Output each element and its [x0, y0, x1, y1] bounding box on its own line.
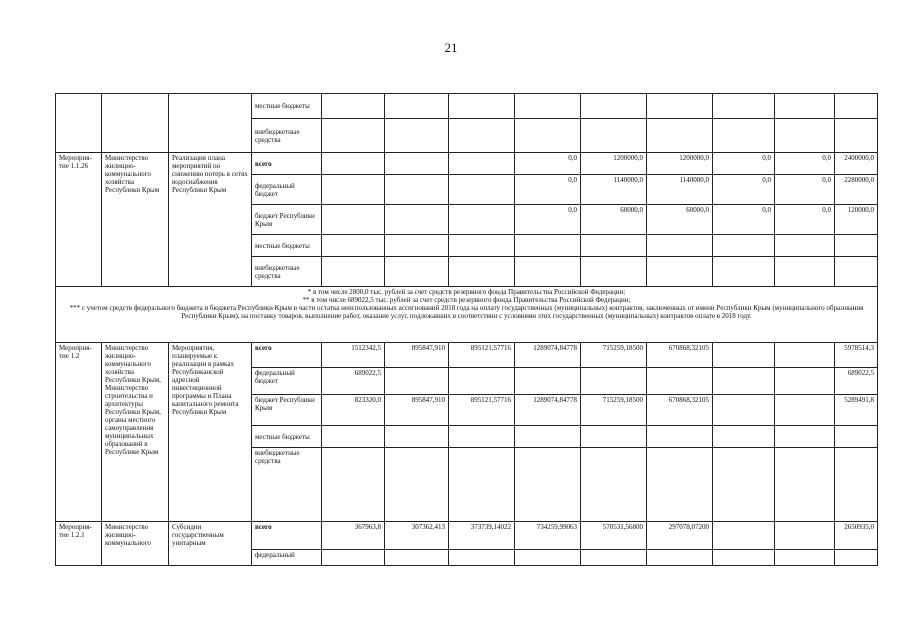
empty-cell: [385, 448, 449, 522]
value-cell: 715259,18500: [581, 395, 647, 426]
source-label: федеральный бюджет: [252, 175, 322, 205]
value-cell: 0,0: [713, 153, 775, 175]
empty-cell: [322, 550, 385, 566]
empty-cell: [713, 235, 775, 257]
value-cell: 0,0: [515, 153, 581, 175]
value-cell: 2280000,0: [835, 175, 878, 205]
source-label: местные бюджеты: [252, 94, 322, 119]
empty-cell: [713, 448, 775, 522]
value-cell: 0,0: [775, 205, 835, 235]
empty-cell: [449, 94, 515, 119]
value-cell: 1140000,0: [581, 175, 647, 205]
empty-cell: [581, 426, 647, 448]
value-cell: [713, 522, 775, 550]
value-cell: [322, 205, 385, 235]
empty-cell: [647, 426, 713, 448]
value-cell: [385, 175, 449, 205]
source-label: всего: [252, 343, 322, 368]
value-cell: [449, 175, 515, 205]
measure-name: Реализация плана мероприятий по снижению потерь в сетях водоснабжения Республики Крым: [169, 153, 252, 287]
table-row: [56, 153, 878, 175]
value-cell: [385, 368, 449, 395]
empty-cell: [581, 119, 647, 153]
empty-cell: [449, 448, 515, 522]
empty-cell: [56, 94, 102, 153]
measure-name: Субсидии государственным унитарным: [169, 522, 252, 566]
value-cell: 5289491,8: [835, 395, 878, 426]
empty-cell: [713, 257, 775, 287]
source-label: бюджет Республики Крым: [252, 395, 322, 426]
empty-cell: [581, 235, 647, 257]
empty-cell: [515, 119, 581, 153]
empty-cell: [322, 426, 385, 448]
value-cell: 734259,99063: [515, 522, 581, 550]
source-label: федеральный бюджет: [252, 368, 322, 395]
empty-cell: [322, 257, 385, 287]
value-cell: 1200000,0: [647, 153, 713, 175]
measure-code: Мероприя-тие 1.2.1: [56, 522, 102, 566]
source-label: всего: [252, 153, 322, 175]
empty-cell: [449, 235, 515, 257]
empty-cell: [775, 257, 835, 287]
executor: Министерство жилищно-коммунального: [102, 522, 169, 566]
value-cell: 570531,56800: [581, 522, 647, 550]
value-cell: 307362,413: [385, 522, 449, 550]
empty-cell: [385, 550, 449, 566]
empty-cell: [385, 426, 449, 448]
value-cell: 367963,8: [322, 522, 385, 550]
value-cell: [775, 343, 835, 368]
value-cell: [322, 175, 385, 205]
value-cell: [775, 368, 835, 395]
empty-cell: [647, 257, 713, 287]
value-cell: 670868,32105: [647, 343, 713, 368]
empty-cell: [322, 94, 385, 119]
empty-cell: [775, 426, 835, 448]
source-label: всего: [252, 522, 322, 550]
value-cell: 2400000,0: [835, 153, 878, 175]
value-cell: 5978514,3: [835, 343, 878, 368]
measure-code: Мероприя-тие 1.1.26: [56, 153, 102, 287]
empty-cell: [713, 550, 775, 566]
empty-cell: [385, 257, 449, 287]
source-label: местные бюджеты: [252, 426, 322, 448]
table-row: [56, 287, 878, 343]
empty-cell: [515, 257, 581, 287]
value-cell: 1289074,84778: [515, 343, 581, 368]
value-cell: 689022,5: [322, 368, 385, 395]
value-cell: [713, 368, 775, 395]
empty-cell: [835, 235, 878, 257]
empty-cell: [102, 94, 169, 153]
empty-cell: [835, 257, 878, 287]
value-cell: [449, 153, 515, 175]
value-cell: 1140000,0: [647, 175, 713, 205]
value-cell: [581, 368, 647, 395]
value-cell: [385, 153, 449, 175]
empty-cell: [581, 550, 647, 566]
empty-cell: [322, 448, 385, 522]
empty-cell: [385, 235, 449, 257]
empty-cell: [385, 119, 449, 153]
empty-cell: [322, 119, 385, 153]
empty-cell: [515, 94, 581, 119]
empty-cell: [775, 448, 835, 522]
empty-cell: [515, 235, 581, 257]
value-cell: 895121,57716: [449, 343, 515, 368]
value-cell: 895847,910: [385, 395, 449, 426]
value-cell: 1200000,0: [581, 153, 647, 175]
empty-cell: [647, 94, 713, 119]
empty-cell: [515, 448, 581, 522]
empty-cell: [515, 426, 581, 448]
value-cell: 2650935,0: [835, 522, 878, 550]
empty-cell: [775, 119, 835, 153]
value-cell: 715259,18500: [581, 343, 647, 368]
source-label: местные бюджеты: [252, 235, 322, 257]
value-cell: 895847,910: [385, 343, 449, 368]
empty-cell: [835, 448, 878, 522]
source-label: внебюджетные средства: [252, 257, 322, 287]
value-cell: 120000,0: [835, 205, 878, 235]
footnote-1: * в том числе 2800,0 тыс. рублей за счет средств резервного фонда Правительства Российской Федерации;: [307, 288, 626, 296]
value-cell: 1512342,5: [322, 343, 385, 368]
source-label: внебюджетные средства: [252, 119, 322, 153]
value-cell: 373739,14022: [449, 522, 515, 550]
page-number: 21: [444, 40, 458, 55]
value-cell: 0,0: [775, 153, 835, 175]
value-cell: 0,0: [515, 205, 581, 235]
empty-cell: [169, 94, 252, 153]
empty-cell: [647, 119, 713, 153]
value-cell: [449, 205, 515, 235]
empty-cell: [647, 550, 713, 566]
empty-cell: [713, 94, 775, 119]
value-cell: 670868,32105: [647, 395, 713, 426]
empty-cell: [713, 119, 775, 153]
value-cell: [385, 205, 449, 235]
table-row: [56, 343, 878, 368]
empty-cell: [515, 550, 581, 566]
budget-table: [55, 93, 878, 566]
value-cell: 60000,0: [647, 205, 713, 235]
empty-cell: [449, 119, 515, 153]
empty-cell: [449, 257, 515, 287]
empty-cell: [775, 94, 835, 119]
empty-cell: [449, 426, 515, 448]
source-label: федеральный: [252, 550, 322, 566]
empty-cell: [322, 235, 385, 257]
value-cell: 0,0: [515, 175, 581, 205]
value-cell: [775, 395, 835, 426]
empty-cell: [581, 94, 647, 119]
empty-cell: [449, 550, 515, 566]
value-cell: [322, 153, 385, 175]
value-cell: [713, 395, 775, 426]
empty-cell: [647, 235, 713, 257]
table-row: [56, 94, 878, 119]
value-cell: 60000,0: [581, 205, 647, 235]
executor: Министерство жилищно-коммунального хозяйства Республики Крым, Министерство строительства и архитектуры Республики Крым, органы местного самоуправления муниципальных образований в Республике Крым: [102, 343, 169, 522]
empty-cell: [713, 426, 775, 448]
table-row: [56, 522, 878, 550]
empty-cell: [835, 119, 878, 153]
empty-cell: [647, 448, 713, 522]
empty-cell: [385, 94, 449, 119]
value-cell: 1289074,84778: [515, 395, 581, 426]
measure-code: Мероприя-тие 1.2: [56, 343, 102, 522]
empty-cell: [775, 235, 835, 257]
value-cell: [449, 368, 515, 395]
empty-cell: [581, 257, 647, 287]
footnote-2: ** в том числе 689022,5 тыс. рублей за счет средств резервного фонда Правительства Российской Федерации;: [302, 296, 631, 304]
executor: Министерство жилищно-коммунального хозяйства Республики Крым: [102, 153, 169, 287]
source-label: бюджет Республики Крым: [252, 205, 322, 235]
empty-cell: [835, 94, 878, 119]
empty-cell: [775, 550, 835, 566]
value-cell: 297078,07200: [647, 522, 713, 550]
empty-cell: [581, 448, 647, 522]
footnotes: [56, 287, 878, 343]
value-cell: 689022,5: [835, 368, 878, 395]
value-cell: 0,0: [713, 175, 775, 205]
source-label: внебюджетные средства: [252, 448, 322, 522]
value-cell: 823320,0: [322, 395, 385, 426]
value-cell: [515, 368, 581, 395]
empty-cell: [835, 426, 878, 448]
value-cell: 895121,57716: [449, 395, 515, 426]
value-cell: [647, 368, 713, 395]
measure-name: Мероприятия, планируемые к реализации в рамках Республиканской адресной инвестиционной программы и Плана капитального ремонта Республики Крым: [169, 343, 252, 522]
footnote-3: *** с учетом средств федерального бюджета и бюджета Республики Крым в части остатка неиспользованных ассигнований 2018 года на оплату государственных (муниципальных) контрактов, заключенных от имени Республики Крым (муниципального образования Республики Крым), на поставку товаров, выполнение работ, оказание услуг, подлежавших в соответствии с условиями этих государственных (муниципальных) контрактов оплате в 2018 году.: [69, 304, 864, 320]
value-cell: [775, 522, 835, 550]
value-cell: 0,0: [713, 205, 775, 235]
value-cell: [713, 343, 775, 368]
value-cell: 0,0: [775, 175, 835, 205]
empty-cell: [835, 550, 878, 566]
